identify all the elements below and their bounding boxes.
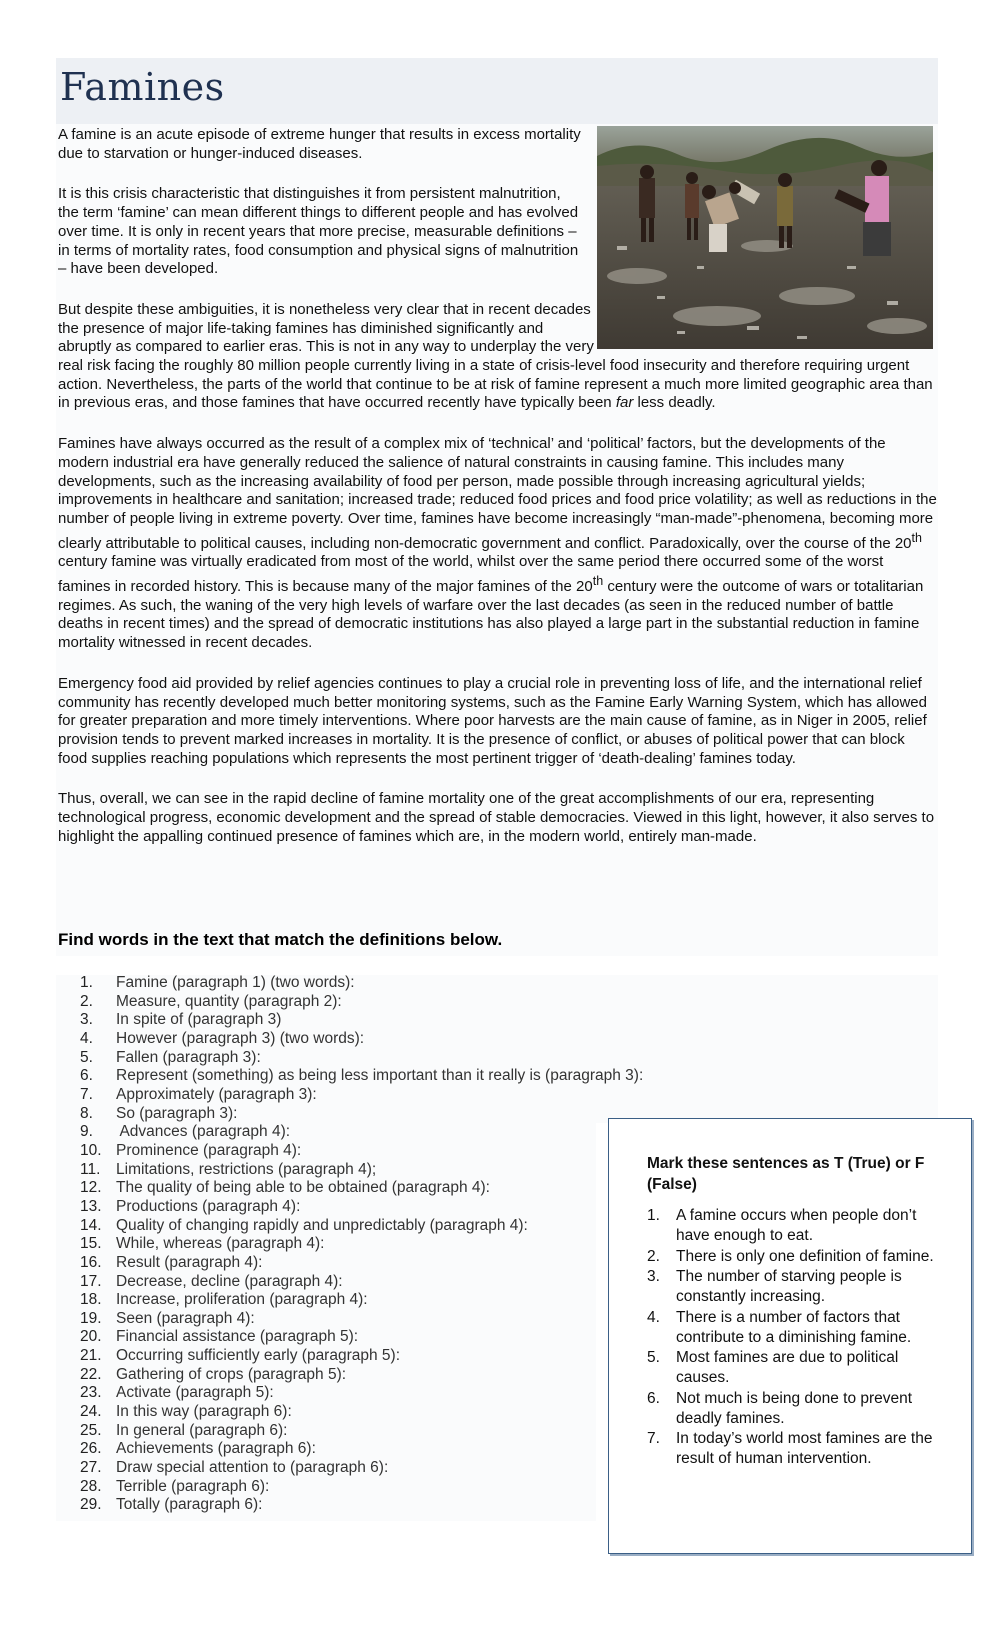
article xyxy=(58,126,938,869)
list-item: 18. Increase, proliferation (paragraph 4): xyxy=(80,1291,368,1309)
list-item: 8. So (paragraph 3): xyxy=(80,1104,238,1122)
list-item: 2. There is only one definition of famine. xyxy=(647,1247,934,1265)
vocabulary-list xyxy=(80,974,643,1515)
list-item: 15. While, whereas (paragraph 4): xyxy=(80,1235,325,1253)
list-item: 21. Occurring sufficiently early (paragraph 5): xyxy=(80,1347,401,1365)
paragraph-4-text: Famines have always occurred as the result of a complex mix of ‘technical’ and ‘political’ factors, but the developments of the modern industrial era have generally reduced the salience of natural constraints in causing famine. This includes many developments, such as the increasing availability of food per person, made possible through increasing agricultural yields; improvements in healthcare and sanitation; increased trade; reduced food prices and food price volatility; as well as reductions in the number of people living in extreme poverty. Over time, famines have become increasingly “man-made”-phenomena, becoming more clearly attributable to political causes, including non-democratic government and conflict. Paradoxically, over the course of the 20 xyxy=(58,435,937,552)
list-item: 20. Financial assistance (paragraph 5): xyxy=(80,1328,359,1346)
list-item: 5. Most famines are due to political causes. xyxy=(647,1349,899,1386)
list-item: 9. Advances (paragraph 4): xyxy=(80,1123,291,1141)
list-item: 5. Fallen (paragraph 3): xyxy=(80,1048,261,1066)
paragraph-1: A famine is an acute episode of extreme hunger that results in excess mortality due to starvation or hunger-induced diseases. xyxy=(58,126,581,162)
list-item: 14. Quality of changing rapidly and unpredictably (paragraph 4): xyxy=(80,1216,528,1234)
paragraph-5: Emergency food aid provided by relief agencies continues to play a crucial role in preventing loss of life, and the international relief community has recently developed much better monitoring systems, such as the Famine Early Warning System, which has allowed for greater preparation and more timely interventions. Where poor harvests are the main cause of famine, as in Niger in 2005, relief provision tends to prevent marked increases in mortality. It is the presence of conflict, or abuses of political power that can block food supplies reaching populations which represents the most pertinent trigger of ‘death-dealing’ famines today. xyxy=(58,674,927,767)
list-item: 6. Not much is being done to prevent deadly famines. xyxy=(647,1389,913,1427)
paragraph-3-end: less deadly. xyxy=(633,394,716,412)
list-item: 23. Activate (paragraph 5): xyxy=(80,1384,274,1402)
list-item: 29. Totally (paragraph 6): xyxy=(80,1496,263,1514)
list-item: 3. In spite of (paragraph 3) xyxy=(80,1011,282,1029)
paragraph-4-text: century were the outcome of wars or totalitarian regimes. As such, the waning of the very high levels of warfare over the last decades (as seen in the reduced number of battle deaths in recent times) and the spread of democratic institutions has also played a large part in the substantial reduction in famine mortality witnessed in recent decades. xyxy=(58,578,924,652)
photo-space xyxy=(594,126,938,352)
list-item: 11. Limitations, restrictions (paragraph 4); xyxy=(80,1160,377,1178)
list-item: 28. Terrible (paragraph 6): xyxy=(80,1477,270,1495)
task-title: Find words in the text that match the definitions below. xyxy=(58,930,503,949)
list-item: 16. Result (paragraph 4): xyxy=(80,1253,263,1271)
list-item: 25. In general (paragraph 6): xyxy=(80,1421,288,1439)
list-item: 24. In this way (paragraph 6): xyxy=(80,1403,292,1421)
ordinal-suffix: th xyxy=(911,530,922,545)
list-item: 6. Represent (something) as being less important than it really is (paragraph 3): xyxy=(80,1067,644,1085)
list-item: 2. Measure, quantity (paragraph 2): xyxy=(80,992,342,1010)
true-false-list xyxy=(647,1206,947,1470)
list-item: 1. Famine (paragraph 1) (two words): xyxy=(80,974,355,991)
ordinal-suffix: th xyxy=(592,574,604,589)
list-item: 27. Draw special attention to (paragraph 6): xyxy=(80,1459,389,1477)
list-item: 12. The quality of being able to be obtained (paragraph 4): xyxy=(80,1179,490,1197)
list-item: 4. However (paragraph 3) (two words): xyxy=(80,1029,365,1047)
paragraph-3-text: But despite these ambiguities, it is nonetheless very clear that in recent decades the presence of major life-taking famines has diminished significantly and abruptly as compared to earlier eras. This is not in any way to underplay the very real risk facing the roughly 80 million people currently living in a state of crisis-level food insecurity and therefore requiring urgent action. Nevertheless, the parts of the world that continue to be at risk of famine represent a much more limited geographic area than in previous eras, and those famines that have occurred recently have typically been xyxy=(58,300,933,412)
true-false-title: Mark these sentences as T (True) or F (False) xyxy=(647,1155,925,1193)
list-item: 17. Decrease, decline (paragraph 4): xyxy=(80,1272,343,1290)
list-item: 10. Prominence (paragraph 4): xyxy=(80,1141,302,1159)
list-item: 26. Achievements (paragraph 6): xyxy=(80,1440,316,1458)
list-item: 7. In today’s world most famines are the result of human intervention. xyxy=(647,1430,933,1467)
paragraph-3-emphasis: far xyxy=(615,394,634,412)
paragraph-6: Thus, overall, we can see in the rapid decline of famine mortality one of the great accomplishments of our era, representing technological progress, economic development and the spread of stable democracies. Viewed in this light, however, it also serves to highlight the appalling continued presence of famines which are, in the modern world, entirely man-made. xyxy=(58,790,935,845)
list-item: 3. The number of starving people is constantly increasing. xyxy=(647,1268,902,1305)
paragraph-4 xyxy=(58,435,938,653)
page-title: Famines xyxy=(60,65,225,109)
list-item: 1. A famine occurs when people don’t have enough to eat. xyxy=(647,1207,917,1244)
paragraph-2: It is this crisis characteristic that distinguishes it from persistent malnutrition, the term ‘famine’ can mean different things to different people and has evolved over time. It is only in recent years that more precise, measurable definitions – in terms of mortality rates, food consumption and physical signs of malnutrition – have been developed. xyxy=(58,185,579,278)
paragraph-4-text: century famine was virtually eradicated from most of the world, whilst over the same period there occurred some of the worst famines in recorded history. This is because many of the major famines of the 20 xyxy=(58,553,884,596)
list-item: 4. There is a number of factors that contribute to a diminishing famine. xyxy=(647,1308,912,1346)
list-item: 13. Productions (paragraph 4): xyxy=(80,1197,301,1215)
list-item: 22. Gathering of crops (paragraph 5): xyxy=(80,1365,347,1383)
list-item: 7. Approximately (paragraph 3): xyxy=(80,1085,317,1103)
list-item: 19. Seen (paragraph 4): xyxy=(80,1309,255,1327)
